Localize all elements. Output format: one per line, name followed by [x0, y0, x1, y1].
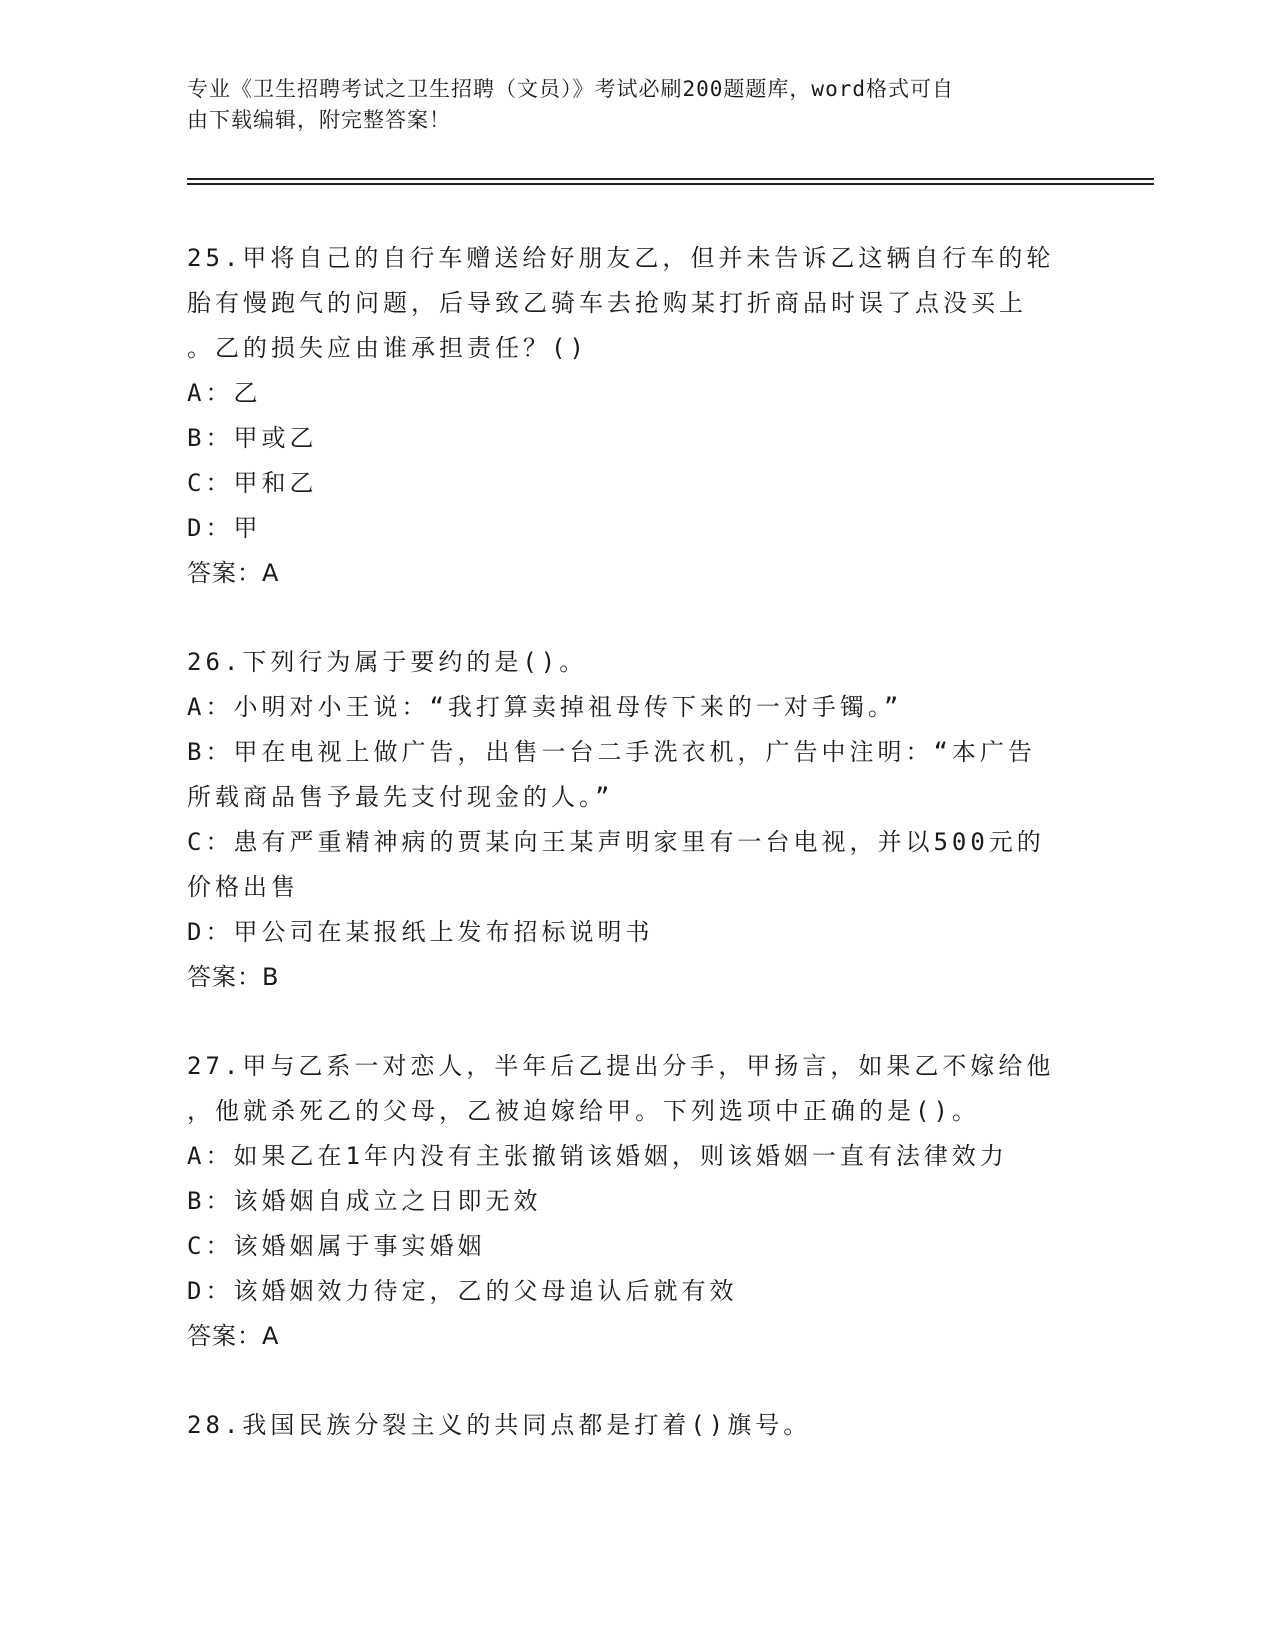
option-line: D：该婚姻效力待定，乙的父母追认后就有效 — [187, 1277, 738, 1305]
question-item — [187, 1044, 1087, 1359]
option-line: D：甲公司在某报纸上发布招标说明书 — [187, 918, 654, 946]
answer-line: 答案：A — [187, 559, 280, 587]
option-line: C：甲和乙 — [187, 469, 318, 497]
answer-line: 答案：B — [187, 963, 280, 991]
question-item — [187, 236, 1087, 596]
question-stem-line: 27.甲与乙系一对恋人，半年后乙提出分手，甲扬言，如果乙不嫁给他 — [187, 1052, 1055, 1080]
question-item — [187, 640, 1087, 1000]
header-divider-top — [187, 178, 1154, 180]
question-list — [187, 236, 1087, 1492]
option-line: B：甲或乙 — [187, 424, 318, 452]
document-header — [187, 74, 1067, 136]
option-line: 所载商品售予最先支付现金的人。” — [187, 783, 614, 811]
question-stem-line: 25.甲将自己的自行车赠送给好朋友乙，但并未告诉乙这辆自行车的轮 — [187, 244, 1055, 272]
option-line: B：该婚姻自成立之日即无效 — [187, 1187, 542, 1215]
option-line: B：甲在电视上做广告，出售一台二手洗衣机，广告中注明：“本广告 — [187, 738, 1036, 766]
option-line: 价格出售 — [187, 873, 299, 901]
question-stem-line: 26.下列行为属于要约的是()。 — [187, 648, 588, 676]
option-line: A：小明对小王说：“我打算卖掉祖母传下来的一对手镯。” — [187, 693, 903, 721]
option-line: C：患有严重精神病的贾某向王某声明家里有一台电视，并以500元的 — [187, 828, 1045, 856]
option-line: A：如果乙在1年内没有主张撤销该婚姻，则该婚姻一直有法律效力 — [187, 1142, 1008, 1170]
question-stem-line: 。乙的损失应由谁承担责任？() — [187, 334, 588, 362]
header-divider-bottom — [187, 183, 1154, 185]
option-line: D：甲 — [187, 514, 262, 542]
question-stem-line: 28.我国民族分裂主义的共同点都是打着()旗号。 — [187, 1411, 812, 1439]
option-line: A：乙 — [187, 379, 262, 407]
header-line-2: 由下载编辑，附完整答案！ — [187, 108, 451, 132]
answer-line: 答案：A — [187, 1322, 280, 1350]
question-stem-line: 胎有慢跑气的问题，后导致乙骑车去抢购某打折商品时误了点没买上 — [187, 289, 1027, 317]
option-line: C：该婚姻属于事实婚姻 — [187, 1232, 486, 1260]
question-item — [187, 1403, 1087, 1448]
question-stem-line: ，他就杀死乙的父母，乙被迫嫁给甲。下列选项中正确的是()。 — [187, 1097, 980, 1125]
header-line-1: 专业《卫生招聘考试之卫生招聘（文员）》考试必刷200题题库，word格式可自 — [187, 77, 954, 101]
